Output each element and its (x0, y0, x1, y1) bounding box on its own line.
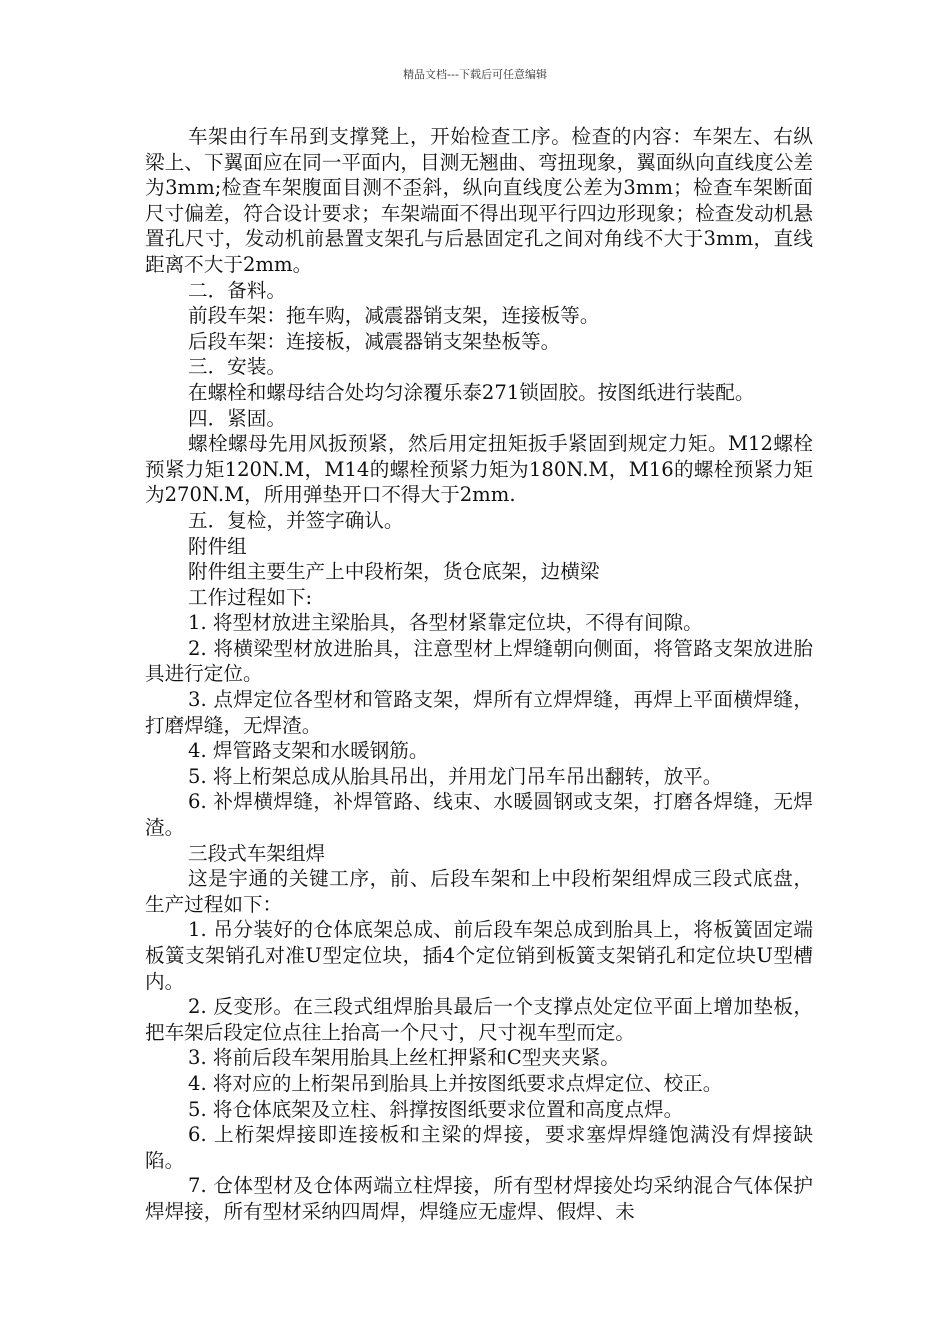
section-heading: 附件组 (188, 534, 247, 558)
list-item: 1. 将型材放进主梁胎具，各型材紧靠定位块，不得有间隙。 (188, 611, 703, 635)
paragraph: 在螺栓和螺母结合处均匀涂覆乐泰271锁固胶。按图纸进行装配。 (188, 380, 755, 404)
paragraph: 这是宇通的关键工序，前、后段车架和上中段桁架组焊成三段式底盘，生产过程如下： (145, 867, 813, 916)
document-body (145, 124, 813, 1225)
paragraph: 工作过程如下: (188, 585, 313, 609)
paragraph: 前段车架：拖车购，减震器销支架，连接板等。 (188, 304, 600, 328)
section-heading: 五．复检，并签字确认。 (188, 508, 404, 532)
paragraph: 车架由行车吊到支撑凳上，开始检查工序。检查的内容：车架左、右纵梁上、下翼面应在同一平面内，目测无翘曲、弯扭现象，翼面纵向直线度公差为3mm;检查车架腹面目测不歪斜，纵向直线度公差为3mm；检查车架断面尺寸偏差，符合设计要求；车架端面不得出现平行四边形现象；检查发动机悬置孔尺寸，发动机前悬置支架孔与后悬固定孔之间对角线不大于3mm，直线距离不大于2mm。 (145, 125, 813, 276)
list-item: 3. 点焊定位各型材和管路支架，焊所有立焊焊缝，再焊上平面横焊缝，打磨焊缝，无焊渣。 (145, 688, 813, 737)
list-item: 4. 焊管路支架和水暖钢筋。 (188, 739, 429, 763)
list-item: 5. 将上桁架总成从胎具吊出，并用龙门吊车吊出翻转，放平。 (188, 764, 723, 788)
list-item: 1. 吊分装好的仓体底架总成、前后段车架总成到胎具上，将板簧固定端板簧支架销孔对准U型定位块，插4个定位销到板簧支架销孔和定位块U型槽内。 (145, 918, 813, 993)
list-item: 6. 上桁架焊接即连接板和主梁的焊接，要求塞焊焊缝饱满没有焊接缺陷。 (145, 1123, 813, 1172)
section-heading: 三段式车架组焊 (188, 841, 326, 865)
list-item: 3. 将前后段车架用胎具上丝杠押紧和C型夹夹紧。 (188, 1046, 620, 1070)
list-item: 2. 反变形。在三段式组焊胎具最后一个支撑点处定位平面上增加垫板，把车架后段定位点往上抬高一个尺寸，尺寸视车型而定。 (145, 995, 813, 1044)
section-heading: 三．安装。 (188, 355, 286, 379)
list-item: 5. 将仓体底架及立柱、斜撑按图纸要求位置和高度点焊。 (188, 1097, 684, 1121)
paragraph: 附件组主要生产上中段桁架，货仓底架，边横梁 (188, 560, 600, 584)
section-heading: 二．备料。 (188, 278, 286, 302)
list-item: 6. 补焊横焊缝，补焊管路、线束、水暖圆钢或支架，打磨各焊缝，无焊渣。 (145, 790, 813, 840)
list-item: 7. 仓体型材及仓体两端立柱焊接，所有型材焊接处均采纳混合气体保护焊焊接，所有型材采纳四周焊，焊缝应无虚焊、假焊、未 (145, 1174, 813, 1223)
section-heading: 四．紧固。 (188, 406, 286, 430)
list-item: 2. 将横梁型材放进胎具，注意型材上焊缝朝向侧面，将管路支架放进胎具进行定位。 (145, 636, 813, 686)
list-item: 4. 将对应的上桁架吊到胎具上并按图纸要求点焊定位、校正。 (188, 1071, 723, 1095)
paragraph: 螺栓螺母先用风扳预紧，然后用定扭矩扳手紧固到规定力矩。M12螺栓预紧力矩120N.M，M14的螺栓预紧力矩为180N.M，M16的螺栓预紧力矩为270N.M，所用弹垫开口不得大于2mm. (145, 432, 813, 507)
page-header: 精品文档---下载后可任意编辑 (403, 68, 547, 81)
paragraph: 后段车架：连接板，减震器销支架垫板等。 (188, 329, 561, 353)
